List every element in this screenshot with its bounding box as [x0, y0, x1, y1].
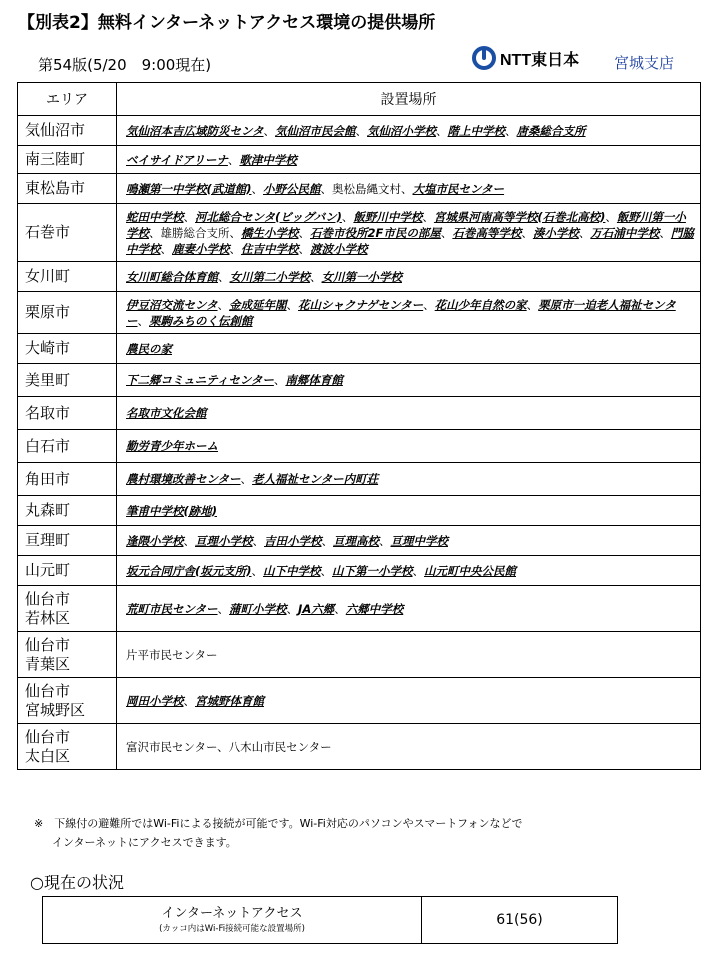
area-cell — [18, 262, 117, 292]
separator: 、 — [440, 225, 453, 240]
location: 富沢市民センター — [126, 739, 218, 754]
wifi-location: 花山シャクナゲセンター — [298, 297, 424, 312]
wifi-location: 勤労青少年ホーム — [126, 439, 218, 453]
wifi-location: 下二郷コミュニティセンター — [126, 373, 274, 387]
wifi-location: ベイサイドアリーナ — [126, 152, 228, 167]
separator: 、 — [320, 181, 333, 196]
wifi-location: 門脇中学校 — [126, 225, 694, 256]
table-row — [18, 204, 701, 262]
separator: 、 — [298, 225, 310, 240]
separator: 、 — [401, 181, 413, 196]
wifi-location: 女川第二小学校 — [229, 269, 310, 284]
wifi-location: 亘理高校 — [333, 533, 379, 548]
area-name: 宮城野区 — [25, 700, 86, 719]
wifi-location: 六郷中学校 — [345, 601, 404, 616]
wifi-location: 蒲町小学校 — [229, 601, 287, 616]
status-label-cell — [43, 897, 422, 944]
area-name: 太白区 — [25, 746, 71, 765]
area-cell — [18, 174, 117, 204]
places-cell — [117, 334, 701, 364]
table-row — [18, 146, 701, 174]
table-row — [18, 586, 701, 632]
separator: 、 — [321, 533, 333, 548]
wifi-location: 花山少年自然の家 — [434, 297, 527, 312]
wifi-location: 筆甫中学校(跡地) — [126, 503, 218, 518]
wifi-location: 気仙沼小学校 — [367, 123, 437, 138]
wifi-location: 南郷体育館 — [285, 373, 343, 387]
area-cell — [18, 463, 117, 496]
wifi-location: 山下第一小学校 — [332, 563, 413, 578]
area-name: 若林区 — [25, 608, 71, 627]
wifi-location: 唐桑総合支所 — [516, 123, 586, 138]
status-sublabel: (カッコ内はWi-Fi接続可能な設置場所) — [159, 924, 305, 934]
wifi-location: 鳴瀬第一中学校(武道館) — [126, 181, 252, 196]
separator: 、 — [436, 123, 448, 138]
places-cell — [117, 632, 701, 678]
area-cell — [18, 496, 117, 526]
separator: 、 — [605, 209, 617, 224]
separator: 、 — [183, 533, 195, 548]
location: 雄勝総合支所 — [160, 225, 230, 240]
wifi-location: 荒町市民センター — [126, 601, 218, 616]
places-cell — [117, 174, 701, 204]
separator: 、 — [286, 601, 299, 616]
places-cell — [117, 364, 701, 397]
area-name: 青葉区 — [25, 654, 71, 673]
note-line: ※ 下線付の避難所ではWi-Fiによる接続が可能です。Wi-Fi対応のパソコンやスマートフォンなどで — [34, 817, 523, 830]
table-row — [18, 678, 701, 724]
wifi-location: 農民の家 — [126, 341, 172, 356]
table-row — [18, 364, 701, 397]
separator: 、 — [310, 269, 322, 284]
separator: 、 — [149, 225, 161, 240]
area-cell — [18, 556, 117, 586]
places-cell — [117, 292, 701, 334]
separator: 、 — [229, 241, 241, 256]
area-cell — [18, 397, 117, 430]
table-row — [18, 116, 701, 146]
location: 奥松島縄文村 — [332, 181, 402, 196]
ntt-logo — [472, 46, 579, 70]
wifi-location: 山下中学校 — [263, 563, 321, 578]
separator: 、 — [251, 181, 264, 196]
area-name: 仙台市 — [25, 681, 71, 700]
table-header-row — [18, 83, 701, 116]
places-cell — [117, 397, 701, 430]
table-row — [18, 262, 701, 292]
status-value: 61(56) — [422, 897, 618, 944]
separator: 、 — [334, 601, 346, 616]
wifi-location: 吉田小学校 — [264, 533, 322, 548]
table-row — [18, 397, 701, 430]
wifi-location: 蛇田中学校 — [126, 209, 184, 224]
area-name: 亘理町 — [25, 531, 71, 549]
table-row — [18, 292, 701, 334]
places-cell — [117, 526, 701, 556]
separator: 、 — [286, 297, 299, 312]
separator: 、 — [578, 225, 591, 240]
locations-table — [17, 82, 701, 770]
area-name: 山元町 — [25, 561, 71, 579]
wifi-location: 亘理小学校 — [195, 533, 253, 548]
separator: 、 — [526, 297, 539, 312]
table-row — [18, 724, 701, 770]
area-cell — [18, 146, 117, 174]
wifi-location: 女川町総合体育館 — [126, 269, 218, 284]
separator: 、 — [521, 225, 533, 240]
table-row — [18, 463, 701, 496]
places-cell — [117, 724, 701, 770]
wifi-location: 逢隈小学校 — [126, 533, 184, 548]
wifi-location: 大塩市民センター — [412, 181, 505, 196]
separator: 、 — [217, 601, 230, 616]
table-row — [18, 556, 701, 586]
table-row — [18, 430, 701, 463]
table-row — [18, 526, 701, 556]
logo-text: NTT東日本 — [500, 51, 580, 69]
separator: 、 — [298, 241, 310, 256]
wifi-location: 女川第一小学校 — [321, 269, 402, 284]
separator: 、 — [218, 269, 230, 284]
places-cell — [117, 262, 701, 292]
wifi-location: 山元町中央公民館 — [424, 563, 517, 578]
places-cell — [117, 678, 701, 724]
status-label: インターネットアクセス — [161, 906, 303, 921]
area-name: 栗原市 — [25, 303, 71, 321]
document-title: 【別表2】無料インターネットアクセス環境の提供場所 — [18, 13, 436, 33]
wifi-location: 栗駒みちのく伝創館 — [149, 313, 253, 328]
wifi-location: 万石浦中学校 — [590, 225, 660, 240]
area-name: 仙台市 — [25, 727, 71, 746]
location: 片平市民センター — [126, 647, 218, 662]
separator: 、 — [273, 373, 286, 387]
wifi-location: 石巻高等学校 — [452, 225, 522, 240]
separator: 、 — [263, 123, 276, 138]
places-cell — [117, 430, 701, 463]
area-cell — [18, 526, 117, 556]
area-name: 美里町 — [25, 370, 71, 389]
wifi-location: 歌津中学校 — [239, 152, 297, 167]
places-cell — [117, 496, 701, 526]
places-cell — [117, 204, 701, 262]
separator: 、 — [320, 563, 333, 578]
area-cell — [18, 334, 117, 364]
ntt-logo-icon — [472, 46, 496, 70]
note-line: インターネットにアクセスできます。 — [52, 836, 237, 849]
area-name: 女川町 — [25, 267, 71, 285]
places-cell — [117, 556, 701, 586]
column-header-places: 設置場所 — [117, 83, 701, 116]
separator: 、 — [240, 472, 253, 486]
area-name: 角田市 — [25, 469, 71, 488]
separator: 、 — [217, 297, 230, 312]
separator: 、 — [422, 209, 434, 224]
area-cell — [18, 430, 117, 463]
area-name: 大崎市 — [25, 339, 71, 357]
wifi-location: 橋生小学校 — [241, 225, 299, 240]
area-cell — [18, 678, 117, 724]
area-name: 南三陸町 — [25, 150, 86, 168]
wifi-location: 気仙沼本吉広域防災センタ — [126, 123, 264, 138]
separator: 、 — [379, 533, 391, 548]
wifi-location: 飯野川第一小学校 — [126, 209, 686, 240]
wifi-location: 小野公民館 — [263, 181, 321, 196]
separator: 、 — [137, 313, 149, 328]
area-cell — [18, 116, 117, 146]
wifi-location: 河北総合センタ(ビッグバン) — [195, 209, 342, 224]
places-cell — [117, 146, 701, 174]
wifi-location: 坂元合同庁舎(坂元支所) — [126, 563, 252, 578]
separator: 、 — [341, 209, 354, 224]
separator: 、 — [423, 297, 435, 312]
places-cell — [117, 463, 701, 496]
wifi-location: 栗原市一迫老人福祉センター — [126, 297, 676, 328]
branch-name: 宮城支店 — [614, 54, 675, 72]
column-header-area: エリア — [18, 83, 117, 116]
area-cell — [18, 586, 117, 632]
wifi-location: 亘理中学校 — [390, 533, 448, 548]
separator: 、 — [160, 241, 172, 256]
area-name: 仙台市 — [25, 635, 71, 654]
wifi-location: 飯野川中学校 — [353, 209, 423, 224]
separator: 、 — [355, 123, 368, 138]
wifi-location: 鹿妻小学校 — [172, 241, 230, 256]
wifi-location: 名取市文化会館 — [126, 406, 207, 420]
separator: 、 — [659, 225, 671, 240]
area-name: 仙台市 — [25, 589, 71, 608]
wifi-location: 湊小学校 — [532, 225, 579, 240]
separator: 、 — [505, 123, 517, 138]
separator: 、 — [252, 533, 264, 548]
places-cell — [117, 586, 701, 632]
area-cell — [18, 292, 117, 334]
wifi-location: 渡波小学校 — [310, 241, 368, 256]
area-name: 名取市 — [25, 403, 71, 422]
table-row — [18, 496, 701, 526]
places-cell — [117, 116, 701, 146]
area-cell — [18, 632, 117, 678]
separator: 、 — [183, 209, 195, 224]
wifi-location: 伊豆沼交流センタ — [126, 297, 218, 312]
area-cell — [18, 204, 117, 262]
area-name: 白石市 — [25, 436, 71, 455]
wifi-location: 宮城県河南高等学校(石巻北高校) — [433, 209, 606, 224]
edition-label: 第54版(5/20 9:00現在) — [38, 56, 212, 74]
wifi-location: 金成延年閣 — [229, 297, 287, 312]
wifi-location: JA六郷 — [298, 601, 335, 616]
area-name: 東松島市 — [25, 179, 86, 197]
area-name: 丸森町 — [25, 501, 71, 519]
wifi-location: 農村環境改善センター — [126, 472, 241, 486]
wifi-location: 階上中学校 — [447, 123, 506, 138]
separator: 、 — [183, 693, 195, 708]
area-cell — [18, 364, 117, 397]
status-row — [43, 897, 618, 944]
wifi-location: 老人福祉センター内町荘 — [252, 472, 379, 486]
table-row — [18, 632, 701, 678]
separator: 、 — [227, 152, 240, 167]
area-cell — [18, 724, 117, 770]
separator: 、 — [229, 225, 241, 240]
status-table — [42, 896, 618, 944]
table-row — [18, 334, 701, 364]
wifi-location: 宮城野体育館 — [195, 693, 264, 708]
area-name: 石巻市 — [25, 223, 71, 241]
table-row — [18, 174, 701, 204]
status-heading: ○現在の状況 — [30, 873, 124, 892]
wifi-location: 岡田小学校 — [126, 693, 184, 708]
separator: 、 — [251, 563, 264, 578]
area-name: 気仙沼市 — [25, 121, 86, 139]
wifi-note — [34, 814, 523, 852]
wifi-location: 住吉中学校 — [241, 241, 299, 256]
separator: 、 — [412, 563, 425, 578]
separator: 、 — [217, 739, 229, 754]
wifi-location: 石巻市役所2F市民の部屋 — [310, 225, 441, 240]
wifi-location: 気仙沼市民会館 — [275, 123, 356, 138]
location: 八木山市民センター — [228, 739, 332, 754]
